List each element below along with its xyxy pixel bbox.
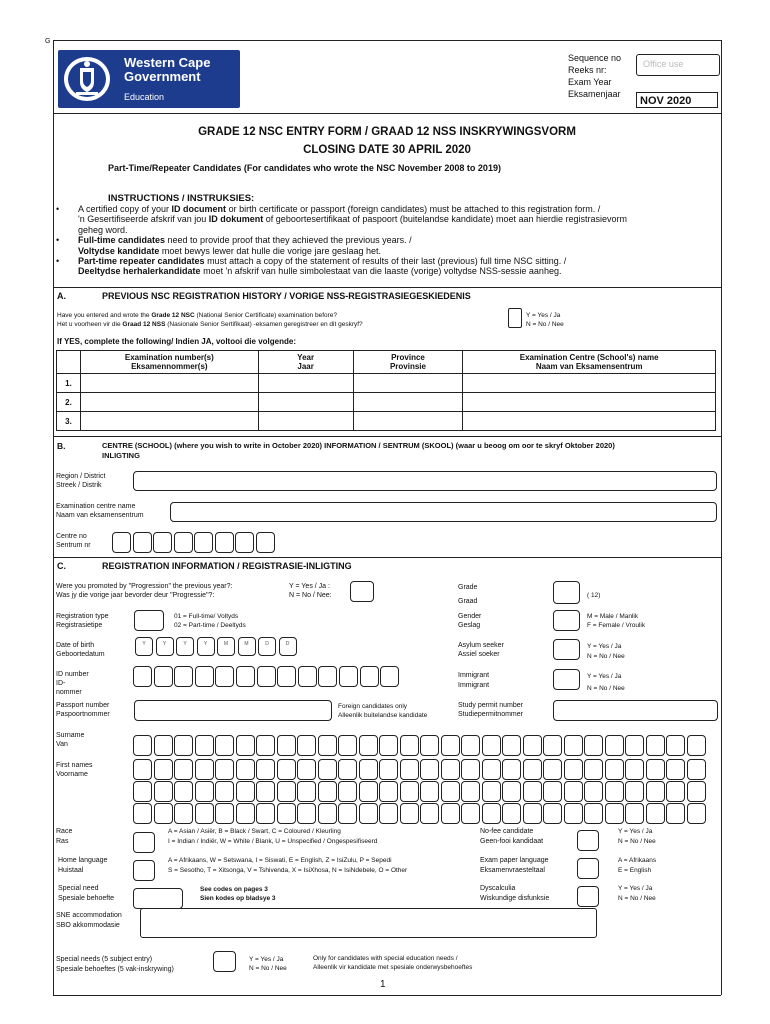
first-name-cell[interactable] [338,759,357,780]
first-name-cell[interactable] [236,781,255,802]
first-name-cell[interactable] [195,781,214,802]
history-table [56,350,716,431]
dob-cell[interactable] [135,637,153,656]
section-a-title: PREVIOUS NSC REGISTRATION HISTORY / VORIGE NSS-REGISTRASIEGESKIEDENIS [102,291,471,301]
first-name-cell[interactable] [666,803,685,824]
surname-cell[interactable] [441,735,460,756]
bullet-icon: • [56,256,60,267]
id-number-label: ID number ID- nommer [56,671,89,696]
office-labels [568,52,621,100]
dyscalculia-options: Y = Yes / Ja N = No / Nee [618,885,656,902]
first-name-cell[interactable] [502,781,521,802]
first-name-cell[interactable] [359,759,378,780]
first-name-cell[interactable] [379,781,398,802]
centre-no-cell[interactable] [133,532,152,553]
first-name-cell[interactable] [666,759,685,780]
first-name-cell[interactable] [687,803,706,824]
first-name-cell[interactable] [338,803,357,824]
surname-cell[interactable] [502,735,521,756]
frame-top [53,40,721,41]
special-needs-5-box[interactable] [213,951,236,972]
exam-paper-language-label: Exam paper language Eksamenvraesteltaal [480,857,549,874]
surname-cell[interactable] [359,735,378,756]
first-name-cell[interactable] [564,759,583,780]
surname-cell[interactable] [482,735,501,756]
immigrant-options: Y = Yes / Ja N = No / Nee [587,673,625,692]
first-name-cell[interactable] [687,781,706,802]
first-name-cell[interactable] [236,803,255,824]
section-a-letter: A. [57,291,66,301]
first-name-cell[interactable] [215,759,234,780]
sne-accommodation-label: SNE accommodation SBO akkommodasie [56,912,122,929]
first-name-cell[interactable] [482,803,501,824]
first-name-cell[interactable] [482,759,501,780]
surname-cell[interactable] [236,735,255,756]
surname-cell[interactable] [666,735,685,756]
surname-cell[interactable] [687,735,706,756]
dob-cell[interactable] [197,637,215,656]
page-number: 1 [380,979,386,990]
col-year: Year Jaar [258,351,353,374]
passport-label: Passport number Paspoortnommer [56,702,110,718]
surname-cell[interactable] [584,735,603,756]
first-name-cell[interactable] [482,781,501,802]
surname-label: Surname Van [56,732,85,748]
logo-line-1: Western Cape [124,55,211,70]
instructions-heading: INSTRUCTIONS / INSTRUKSIES: [108,193,255,204]
col-centre-name: Examination Centre (School's) name Naam van Eksamensentrum [463,351,716,374]
section-c-letter: C. [57,561,66,571]
race-options: A = Asian / Asiër, B = Black / Swart, C = Coloured / Kleurling I = Indian / Indiër, W = White / Blank, U = Unspecified / Ongespesifiseerd [168,828,378,845]
dob-label: Date of birth Geboortedatum [56,642,105,658]
dob-cell-guide: Y [162,641,167,647]
first-name-cell[interactable] [133,803,152,824]
gender-options: M = Male / Manlik F = Female / Vroulik [587,613,646,629]
section-c-divider [53,557,721,558]
first-name-cell[interactable] [420,803,439,824]
first-name-cell[interactable] [297,759,316,780]
sne-accommodation-input[interactable] [140,908,597,938]
foreign-note: Foreign candidates only Alleenlik buitelandse kandidate [338,703,428,719]
year-cell[interactable] [258,393,353,412]
western-cape-logo [58,50,240,108]
dob-cell[interactable] [258,637,276,656]
province-cell[interactable] [353,412,463,431]
first-name-cell[interactable] [256,759,275,780]
id-number-cell[interactable] [339,666,358,687]
dob-cell-guide: Y [203,641,208,647]
first-name-cell[interactable] [318,803,337,824]
special-need-box[interactable] [133,888,183,909]
first-name-cell[interactable] [277,781,296,802]
centre-no-cell[interactable] [112,532,131,553]
exam-year-label-en: Exam Year [568,77,612,87]
first-name-cell[interactable] [379,759,398,780]
dob-cell[interactable] [176,637,194,656]
centre-no-cell[interactable] [153,532,172,553]
office-use-field[interactable] [636,54,720,76]
surname-cell[interactable] [256,735,275,756]
exam-year-value: NOV 2020 [636,92,718,108]
first-name-cell[interactable] [502,759,521,780]
section-b-divider [53,436,721,437]
progression-question: Were you promoted by "Progression" the previous year?: Was jy die vorige jaar bevorder deur "Progressie"?: [56,583,233,599]
first-name-cell[interactable] [605,759,624,780]
first-name-cell[interactable] [215,781,234,802]
surname-cell[interactable] [523,735,542,756]
section-b-title: CENTRE (SCHOOL) (where you wish to write in October 2020) INFORMATION / SENTRUM (SKOOL) (waar u beoog om oor te skryf Oktober 2020) INLIGTING [102,441,615,460]
first-name-cell[interactable] [174,781,193,802]
registration-type-label: Registration type Registrasietipe [56,613,109,629]
surname-cell[interactable] [318,735,337,756]
row-number: 1. [57,374,81,393]
first-name-cell[interactable] [277,803,296,824]
centre-name-cell[interactable] [463,412,716,431]
first-name-cell[interactable] [400,781,419,802]
id-number-cell[interactable] [318,666,337,687]
dob-cell-guide: D [265,641,269,647]
id-number-cell[interactable] [195,666,214,687]
asylum-box[interactable] [553,639,580,660]
yes-no-legend: Y = Yes / Ja N = No / Nee [526,312,564,328]
special-needs-5-options: Y = Yes / Ja N = No / Nee [249,956,287,972]
first-name-cell[interactable] [543,803,562,824]
dob-cell[interactable] [238,637,256,656]
surname-cell[interactable] [461,735,480,756]
first-name-cell[interactable] [154,803,173,824]
first-name-cell[interactable] [584,803,603,824]
first-name-cell[interactable] [359,781,378,802]
first-name-cell[interactable] [256,781,275,802]
first-name-cell[interactable] [154,781,173,802]
id-number-cell[interactable] [380,666,399,687]
first-name-cell[interactable] [605,781,624,802]
page-marker: G [45,38,51,45]
exam-year-label-af: Eksamenjaar [568,89,621,99]
frame-bottom [53,995,721,996]
progression-answer-box[interactable] [350,581,374,602]
first-names-label: First names Voorname [56,762,93,778]
first-name-cell[interactable] [318,781,337,802]
first-name-cell[interactable] [359,803,378,824]
logo-line-2: Government [124,69,201,84]
section-c-title: REGISTRATION INFORMATION / REGISTRASIE-INLIGTING [102,561,352,571]
progression-options: Y = Yes / Ja : N = No / Nee: [289,583,332,599]
year-cell[interactable] [258,412,353,431]
instructions-list [56,204,716,277]
dob-cell[interactable] [217,637,235,656]
centre-no-cell[interactable] [256,532,275,553]
first-name-cell[interactable] [236,759,255,780]
id-number-cell[interactable] [154,666,173,687]
immigrant-box[interactable] [553,669,580,690]
exam-number-cell[interactable] [80,412,258,431]
gender-label: Gender Geslag [458,613,482,629]
surname-cell[interactable] [215,735,234,756]
first-name-cell[interactable] [338,781,357,802]
first-name-cell[interactable] [420,781,439,802]
centre-no-label: Centre no Sentrum nr [56,533,91,549]
first-name-cell[interactable] [379,803,398,824]
instruction-item-2: • Full-time candidates need to provide proof that they achieved the previous years. / Voltydse kandidate moet bewys lewer dat hulle die vorige jare geslaag het. [56,235,412,256]
home-language-options: A = Afrikaans, W = Setswana, I = Siswati, E = English, Z = IsiZulu, P = Sepedi S = Sesotho, T = Xitsonga, V = Tshivenda, X = IsiXhosa, N = IsiNdebele, O = Other [168,857,408,874]
first-name-cell[interactable] [318,759,337,780]
dob-cell-guide: M [223,641,229,647]
first-name-cell[interactable] [215,803,234,824]
sequence-label-af: Reeks nr: [568,65,607,75]
first-name-cell[interactable] [297,803,316,824]
asylum-options: Y = Yes / Ja N = No / Nee [587,643,625,660]
year-cell[interactable] [258,374,353,393]
home-language-label: Home language Huistaal [58,857,108,874]
surname-cell[interactable] [646,735,665,756]
first-name-cell[interactable] [646,803,665,824]
first-name-cell[interactable] [564,781,583,802]
dob-cell[interactable] [156,637,174,656]
id-number-cell[interactable] [298,666,317,687]
first-name-cell[interactable] [277,759,296,780]
id-number-cell[interactable] [215,666,234,687]
closing-date: CLOSING DATE 30 APRIL 2020 [303,144,471,156]
bullet-icon: • [56,204,60,214]
no-fee-box[interactable] [577,830,599,851]
asylum-label: Asylum seeker Assiel soeker [458,642,504,658]
id-number-cell[interactable] [236,666,255,687]
home-language-box[interactable] [133,860,155,881]
first-name-cell[interactable] [625,803,644,824]
id-number-cell[interactable] [174,666,193,687]
surname-cell[interactable] [277,735,296,756]
surname-cell[interactable] [379,735,398,756]
race-label: Race Ras [56,828,73,845]
special-needs-5-label: Special needs (5 subject entry) Spesiale behoeftes (5 vak-inskrywing) [56,956,174,973]
first-name-cell[interactable] [584,759,603,780]
first-name-cell[interactable] [646,759,665,780]
dob-cell-guide: M [244,641,249,647]
first-name-cell[interactable] [666,781,685,802]
first-name-cell[interactable] [441,781,460,802]
col-province: Province Provinsie [353,351,463,374]
first-name-cell[interactable] [441,803,460,824]
first-name-cell[interactable] [502,803,521,824]
dyscalculia-box[interactable] [577,886,599,907]
id-number-cell[interactable] [133,666,152,687]
passport-input[interactable] [134,700,332,721]
first-name-cell[interactable] [461,759,480,780]
previous-nsc-answer-box[interactable] [508,308,522,328]
dob-cell[interactable] [279,637,297,656]
registration-type-box[interactable] [134,610,164,631]
first-name-cell[interactable] [543,781,562,802]
immigrant-label: Immigrant Immigrant [458,672,490,689]
instruction-item-1: • A certified copy of your ID document or birth certificate or passport (foreign candidates) must be attached to this registration form. / 'n Gesertifiseerde afskrif van jou ID dokument of geboortesertifikaat of paspoort (buitelandse kandidate) moet aan hierdie registrasievorm geheg word. [56,204,628,235]
first-name-cell[interactable] [420,759,439,780]
first-name-cell[interactable] [297,781,316,802]
surname-cell[interactable] [133,735,152,756]
dob-cell-guide: Y [183,641,187,647]
first-name-cell[interactable] [154,759,173,780]
first-name-cell[interactable] [605,803,624,824]
section-a-divider [53,287,721,288]
centre-name-label: Examination centre name Naam van eksamensentrum [56,503,144,519]
centre-name-input[interactable] [170,502,717,522]
first-name-cell[interactable] [400,759,419,780]
dob-cell-guide: D [285,641,290,647]
first-name-cell[interactable] [523,759,542,780]
table-row [57,412,716,431]
exam-paper-language-box[interactable] [577,858,599,879]
section-a-question: Have you entered and wrote the Grade 12 NSC (National Senior Certificate) examination before? Het u voorheen vir die Graad 12 NSS (Nasionale Senior Sertifikaat) -eksamen geregistreer en dit geskryf? [57,312,363,328]
exam-number-cell[interactable] [80,393,258,412]
registration-type-options: 01 = Full-time/ Voltyds 02 = Part-time / Deeltyds [174,613,246,629]
bullet-icon: • [56,235,60,246]
surname-cell[interactable] [338,735,357,756]
no-fee-options: Y = Yes / Ja N = No / Nee [618,828,656,845]
first-name-cell[interactable] [625,759,644,780]
surname-cell[interactable] [400,735,419,756]
region-label: Region / District Streek / Distrik [56,473,106,489]
table-row [57,374,716,393]
surname-cell[interactable] [543,735,562,756]
first-name-cell[interactable] [584,781,603,802]
surname-cell[interactable] [174,735,193,756]
race-box[interactable] [133,832,155,853]
first-name-cell[interactable] [523,803,542,824]
first-name-cell[interactable] [523,781,542,802]
first-name-cell[interactable] [646,781,665,802]
study-permit-label: Study permit number Studiepermitnommer [458,702,523,718]
instruction-item-3: • Part-time repeater candidates must attach a copy of the statement of results of their last (previous) full time NSC sitting. / Deeltydse herhalerkandidate moet 'n afskrif van hulle simbolestaat van die laaste (vorige) voltydse NSS-sessie aanheg. [56,256,567,277]
first-name-cell[interactable] [195,803,214,824]
surname-cell[interactable] [605,735,624,756]
first-name-cell[interactable] [133,781,152,802]
special-need-codes-note: See codes on pages 3 Sien kodes op bladsye 3 [200,886,276,902]
first-name-cell[interactable] [256,803,275,824]
surname-cell[interactable] [625,735,644,756]
surname-cell[interactable] [195,735,214,756]
id-number-cell[interactable] [360,666,379,687]
grade-value: ( 12) [587,592,601,599]
first-name-cell[interactable] [400,803,419,824]
centre-name-cell[interactable] [463,374,716,393]
centre-no-cell[interactable] [194,532,213,553]
history-header-row [57,351,716,374]
study-permit-input[interactable] [553,700,718,721]
special-need-label: Special need Spesiale behoefte [58,885,115,902]
sequence-label-en: Sequence no [568,53,622,63]
first-name-cell[interactable] [543,759,562,780]
id-number-cell[interactable] [257,666,276,687]
first-name-cell[interactable] [174,803,193,824]
col-exam-number: Examination number(s) Eksamennommer(s) [80,351,258,374]
grade-label: Grade Graad [458,584,478,605]
table-row [57,393,716,412]
first-name-cell[interactable] [564,803,583,824]
row-number: 2. [57,393,81,412]
first-name-cell[interactable] [461,781,480,802]
section-b-letter: B. [57,441,66,451]
region-input[interactable] [133,471,717,491]
surname-cell[interactable] [420,735,439,756]
surname-cell[interactable] [154,735,173,756]
centre-no-cell[interactable] [215,532,234,553]
centre-no-cell[interactable] [174,532,193,553]
first-name-cell[interactable] [625,781,644,802]
first-name-cell[interactable] [461,803,480,824]
form-subtitle: Part-Time/Repeater Candidates (For candidates who wrote the NSC November 2008 to 2019) [108,163,501,173]
province-cell[interactable] [353,374,463,393]
surname-cell[interactable] [297,735,316,756]
first-name-cell[interactable] [133,759,152,780]
first-name-cell[interactable] [174,759,193,780]
coat-of-arms-icon [62,54,112,104]
office-use-placeholder: Office use [643,59,684,69]
no-fee-label: No-fee candidate Geen-fooi kandidaat [480,828,544,845]
header-divider [53,113,721,114]
special-needs-5-note: Only for candidates with special education needs / Alleenlik vir kandidate met spesiale onderwysbehoeftes [313,955,473,971]
dyscalculia-label: Dyscalculia Wiskundige disfunksie [480,885,550,902]
grade-box[interactable] [553,581,580,604]
row-number: 3. [57,412,81,431]
centre-name-cell[interactable] [463,393,716,412]
province-cell[interactable] [353,393,463,412]
exam-number-cell[interactable] [80,374,258,393]
form-title: GRADE 12 NSC ENTRY FORM / GRAAD 12 NSS INSKRYWINGSVORM [198,126,576,138]
first-name-cell[interactable] [195,759,214,780]
centre-no-cell[interactable] [235,532,254,553]
first-name-cell[interactable] [441,759,460,780]
exam-paper-language-options: A = Afrikaans E = English [618,857,657,874]
surname-cell[interactable] [564,735,583,756]
id-number-cell[interactable] [277,666,296,687]
gender-box[interactable] [553,610,580,631]
if-yes-instruction: If YES, complete the following/ Indien JA, voltooi die volgende: [57,337,296,346]
logo-line-3: Education [124,92,165,102]
first-name-cell[interactable] [687,759,706,780]
dob-cell-guide: Y [142,641,146,647]
